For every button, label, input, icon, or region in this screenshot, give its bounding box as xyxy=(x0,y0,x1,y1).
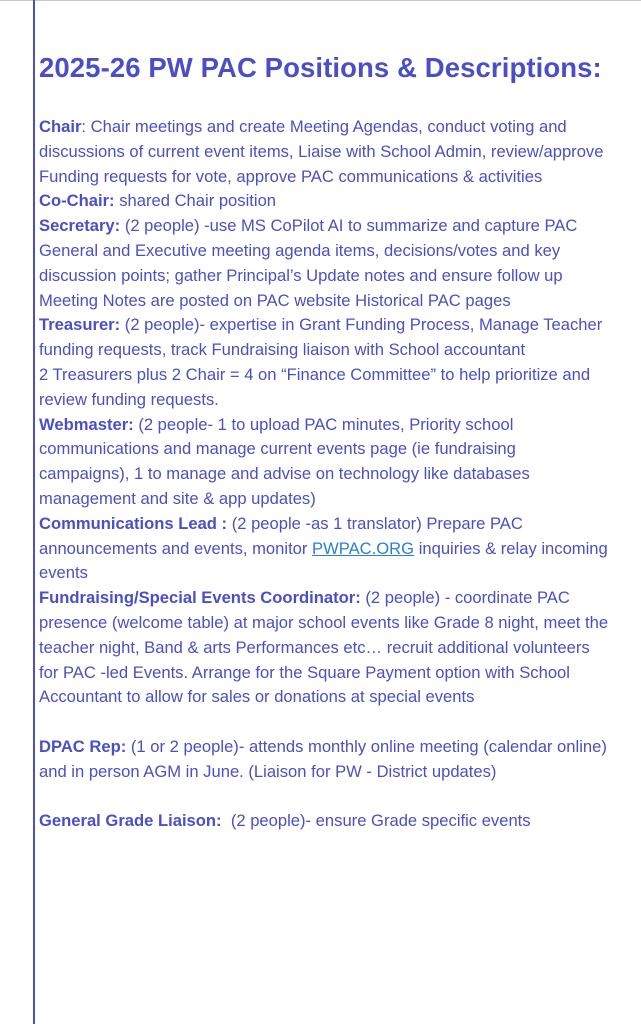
role-description: (2 people -as 1 translator) Prepare PAC announcements and events, monitor xyxy=(39,513,523,558)
position-co-chair xyxy=(39,189,609,214)
role-label: Chair xyxy=(39,117,82,136)
role-description: (2 people) -use MS CoPilot AI to summarize and capture PAC General and Executive meeting agenda items, decisions/votes and key discussion points; gather Principal’s Update notes and ensure follow up Meeting Notes are posted on PAC website Historical PAC pages xyxy=(39,216,578,310)
page-title: 2025-26 PW PAC Positions & Descriptions: xyxy=(39,52,602,83)
position-dpac-rep xyxy=(39,735,609,785)
blank-line xyxy=(39,710,609,735)
role-label: Secretary: xyxy=(39,216,121,236)
position-secretary xyxy=(39,214,609,313)
left-margin-rule xyxy=(33,0,35,1024)
pwpac-website-link[interactable]: PWPAC.ORG xyxy=(312,538,415,558)
role-label: Communications Lead : xyxy=(39,513,228,533)
blank-line xyxy=(39,785,609,810)
finance-committee-note: 2 Treasurers plus 2 Chair = 4 on “Finance Committee” to help prioritize and review funding requests. xyxy=(39,364,591,409)
role-description: (2 people- 1 to upload PAC minutes, Priority school communications and manage current events page (ie fundraising campaigns), 1 to manage and advise on technology like databases management and site & app updates) xyxy=(39,414,530,508)
document-body xyxy=(39,50,609,834)
role-description: Chair meetings and create Meeting Agendas, conduct voting and discussions of current event items, Liaise with School Admin, review/approve Funding requests for vote, approve PAC communications & activities xyxy=(39,117,604,186)
position-fundraising-coordinator xyxy=(39,586,609,710)
role-label: Treasurer: xyxy=(39,315,121,335)
role-label: Fundraising/Special Events Coordinator: xyxy=(39,588,361,608)
role-description: (2 people) - coordinate PAC presence (welcome table) at major school events like Grade 8 night, meet the teacher night, Band & arts Performances etc… recruit additional volunteers for PAC -led Events. Arrange for the Square Payment option with School Accountant to allow for sales or donations at special events xyxy=(39,588,609,707)
role-label: Webmaster: xyxy=(39,414,134,434)
position-communications-lead xyxy=(39,512,609,586)
position-treasurer xyxy=(39,313,609,363)
role-label: DPAC Rep: xyxy=(39,736,127,756)
role-label: Co-Chair: xyxy=(39,191,115,211)
top-border xyxy=(0,0,641,1)
role-description: (2 people)- expertise in Grant Funding Process, Manage Teacher funding requests, track Fundraising liaison with School accountant xyxy=(39,315,603,360)
position-webmaster xyxy=(39,413,609,512)
role-description: (2 people)- ensure Grade specific events xyxy=(230,811,531,831)
role-description: (1 or 2 people)- attends monthly online meeting (calendar online) and in person AGM in June. (Liaison for PW - District updates) xyxy=(39,736,607,781)
position-chair: Chair: Chair meetings and create Meeting Agendas, conduct voting and discussions of current event items, Liaise with School Admin, review/approve Funding requests for vote, approve PAC communications & activities xyxy=(39,117,604,186)
role-description: shared Chair position xyxy=(119,191,277,211)
role-description-end: inquiries & relay incoming events xyxy=(39,538,608,583)
position-general-grade-liaison xyxy=(39,809,609,834)
role-label: General Grade Liaison: xyxy=(39,811,222,831)
